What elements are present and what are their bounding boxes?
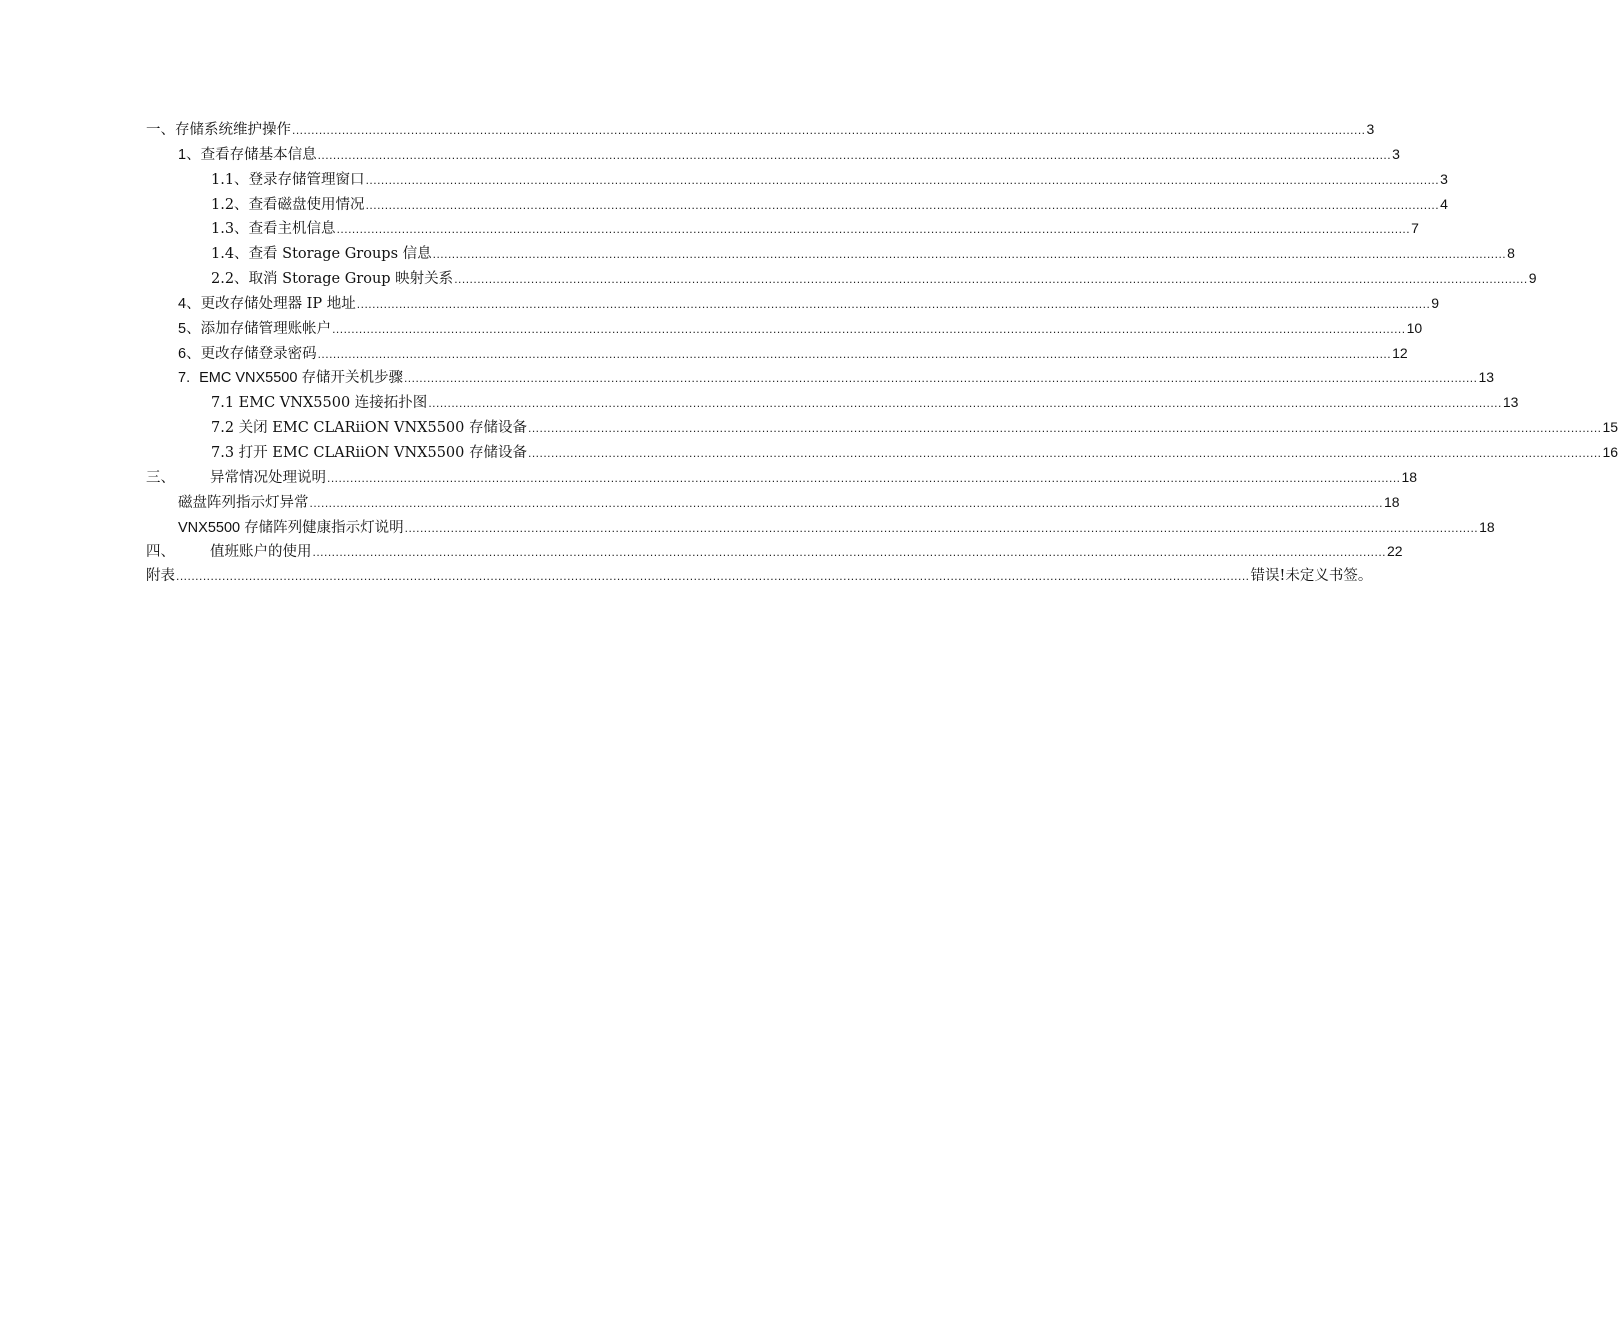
toc-entry-18[interactable] [146,539,1403,564]
toc-title: 登录存储管理窗口 [248,171,365,188]
toc-page-number: 16 [1602,443,1618,460]
toc-dot-leader [176,564,1250,589]
toc-entry-5[interactable] [146,216,1419,241]
toc-dot-leader [528,441,1602,466]
toc-prefix: 1.4、 [211,246,249,263]
toc-page-number: 18 [1479,518,1495,535]
toc-title: 磁盘阵列指示灯异常 [178,494,309,511]
toc-entry-4[interactable] [146,192,1448,217]
toc-entry-8[interactable] [146,291,1440,316]
toc-title: VNX5500 存储阵列健康指示灯说明 [178,519,404,536]
toc-title: 值班账户的使用 [210,544,312,561]
toc-dot-leader [428,391,1502,416]
toc-prefix: 7.2 [211,420,235,437]
toc-page-number: 4 [1440,195,1448,212]
toc-page-number: 3 [1392,145,1400,162]
toc-entry-13[interactable] [146,415,1618,440]
toc-error-text: 错误!未定义书签。 [1250,568,1373,585]
toc-title: 取消 Storage Group 映射关系 [248,271,454,288]
toc-entry-12[interactable] [146,390,1519,415]
toc-title: EMC VNX5500 存储开关机步骤 [199,370,403,387]
toc-title: 更改存储登录密码 [200,345,317,362]
toc-title: 查看磁盘使用情况 [248,196,365,213]
toc-title: 查看存储基本信息 [200,146,317,163]
toc-page-number: 9 [1431,294,1440,311]
toc-dot-leader [366,193,1440,218]
toc-entry-3[interactable] [146,167,1448,192]
toc-title: 添加存储管理账帐户 [200,320,332,337]
toc-entry-19[interactable] [146,564,1373,589]
toc-prefix: 2.2、 [211,271,249,288]
toc-title: EMC VNX5500 连接拓扑图 [238,395,428,412]
toc-page-number: 10 [1406,319,1423,336]
toc-prefix: 7.3 [211,444,235,461]
toc-title: 异常情况处理说明 [210,469,326,486]
toc-page-number: 13 [1502,394,1519,411]
toc-page-number: 15 [1602,419,1618,436]
toc-entry-16[interactable] [146,490,1400,515]
toc-prefix: 1、 [178,146,201,163]
toc-page-number: 18 [1401,468,1418,485]
toc-entry-11[interactable] [146,365,1495,390]
toc-title: 关闭 EMC CLARiiON VNX5500 存储设备 [238,420,527,437]
toc-dot-leader [292,118,1366,143]
toc-entry-9[interactable] [146,316,1423,341]
toc-page-number: 7 [1411,220,1419,237]
toc-page-number: 3 [1366,121,1375,137]
toc-page-number: 18 [1384,493,1400,510]
toc-entry-10[interactable] [146,341,1408,366]
toc-dot-leader [404,366,1478,391]
toc-dot-leader [318,342,1392,367]
toc-page-number: 9 [1528,270,1537,287]
toc-page-number: 8 [1507,245,1515,262]
toc-dot-leader [318,143,1392,168]
toc-dot-leader [327,466,1401,491]
toc-entry-2[interactable] [146,142,1400,167]
toc-prefix: 5、 [178,320,201,337]
toc-prefix: 7.1 [211,395,235,412]
toc-prefix: 4、 [178,295,201,312]
toc-dot-leader [528,416,1602,441]
toc-dot-leader [310,491,1384,516]
toc-prefix: 1.2、 [211,196,249,213]
toc-entry-15[interactable] [146,465,1418,490]
toc-dot-leader [313,540,1387,565]
toc-dot-leader [454,267,1528,292]
toc-entry-14[interactable] [146,440,1618,465]
toc-prefix: 一、 [146,122,175,138]
table-of-contents [146,117,1618,589]
toc-title: 查看主机信息 [248,221,336,238]
toc-prefix: 7. [178,370,191,387]
toc-title: 更改存储处理器 IP 地址 [200,295,356,312]
toc-dot-leader [366,168,1440,193]
toc-page-number: 12 [1392,344,1408,361]
toc-prefix: 四、 [146,544,175,561]
toc-title: 存储系统维护操作 [175,122,291,138]
toc-page-number: 22 [1387,543,1403,560]
toc-entry-1[interactable] [146,117,1375,142]
toc-dot-leader [405,516,1479,541]
toc-prefix: 6、 [178,345,201,362]
toc-entry-6[interactable] [146,241,1515,266]
toc-entry-17[interactable] [146,515,1495,540]
toc-dot-leader [357,292,1431,317]
toc-dot-leader [433,242,1507,267]
toc-dot-leader [337,217,1411,242]
toc-page-number: 3 [1440,170,1448,187]
toc-prefix: 1.3、 [211,221,249,238]
toc-prefix: 1.1、 [211,171,249,188]
toc-prefix: 三、 [146,469,175,486]
toc-page-number: 13 [1478,369,1495,386]
toc-title: 查看 Storage Groups 信息 [248,246,432,263]
toc-title: 打开 EMC CLARiiON VNX5500 存储设备 [238,444,527,461]
toc-entry-7[interactable] [146,266,1537,291]
toc-dot-leader [332,317,1406,342]
toc-title: 附表 [146,568,175,585]
